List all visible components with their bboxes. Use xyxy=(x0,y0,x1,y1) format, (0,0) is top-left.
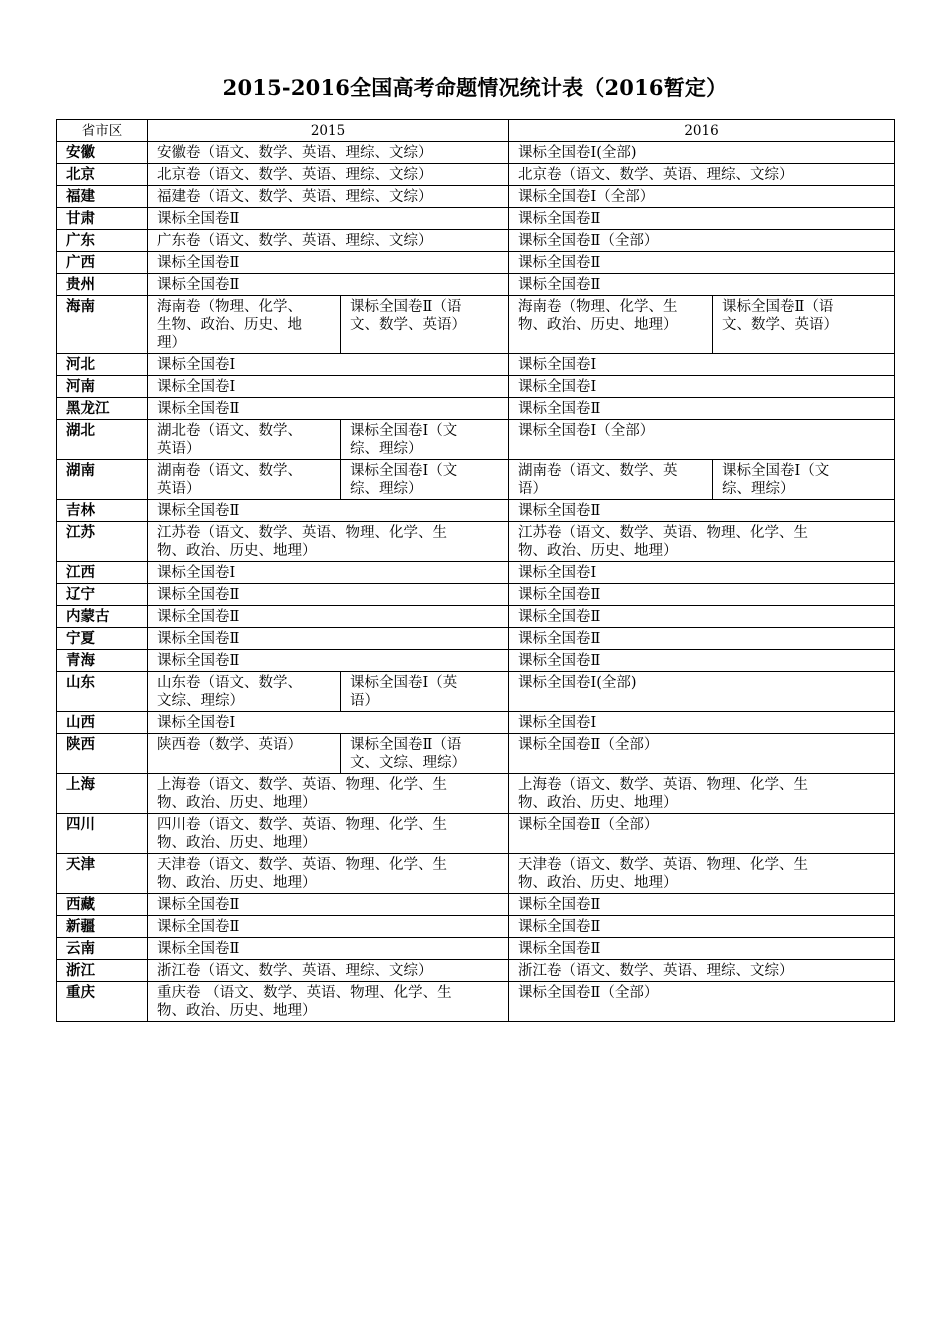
exam-cell-2015: 课标全国卷Ⅱ xyxy=(148,500,509,522)
exam-cell-2016: 北京卷（语文、数学、英语、理综、文综） xyxy=(509,164,895,186)
exam-cell-2016: 课标全国卷Ⅱ xyxy=(509,650,895,672)
table-row xyxy=(57,420,895,460)
table-row xyxy=(57,460,895,500)
province-cell: 河南 xyxy=(57,376,148,398)
exam-cell-2016: 课标全国卷Ⅰ(全部) xyxy=(509,672,895,712)
table-body xyxy=(57,142,895,1022)
exam-cell-2016: 课标全国卷Ⅰ(全部) xyxy=(509,142,895,164)
exam-cell-2016: 课标全国卷Ⅱ xyxy=(509,584,895,606)
exam-cell-2015: 湖北卷（语文、数学、 英语） xyxy=(148,420,341,460)
exam-cell-2016: 课标全国卷Ⅱ（全部） xyxy=(509,982,895,1022)
table-row xyxy=(57,142,895,164)
exam-cell-2016: 课标全国卷Ⅰ（全部） xyxy=(509,186,895,208)
province-cell: 吉林 xyxy=(57,500,148,522)
exam-cell-2015: 上海卷（语文、数学、英语、物理、化学、生 物、政治、历史、地理） xyxy=(148,774,509,814)
province-cell: 新疆 xyxy=(57,916,148,938)
exam-cell-2016: 课标全国卷Ⅱ（全部） xyxy=(509,230,895,252)
exam-cell-2016: 课标全国卷Ⅱ xyxy=(509,628,895,650)
exam-cell-2015: 课标全国卷Ⅱ（语 文、文综、理综） xyxy=(341,734,509,774)
exam-cell-2015: 安徽卷（语文、数学、英语、理综、文综） xyxy=(148,142,509,164)
table-row xyxy=(57,230,895,252)
province-cell: 陕西 xyxy=(57,734,148,774)
exam-cell-2016: 江苏卷（语文、数学、英语、物理、化学、生 物、政治、历史、地理） xyxy=(509,522,895,562)
table-row xyxy=(57,296,895,354)
table-row xyxy=(57,960,895,982)
exam-cell-2016: 课标全国卷Ⅰ xyxy=(509,354,895,376)
table-row xyxy=(57,562,895,584)
province-cell: 广西 xyxy=(57,252,148,274)
province-cell: 海南 xyxy=(57,296,148,354)
table-row xyxy=(57,164,895,186)
exam-cell-2016: 课标全国卷Ⅰ（全部） xyxy=(509,420,895,460)
exam-cell-2015: 四川卷（语文、数学、英语、物理、化学、生 物、政治、历史、地理） xyxy=(148,814,509,854)
province-cell: 贵州 xyxy=(57,274,148,296)
table-row xyxy=(57,252,895,274)
province-cell: 福建 xyxy=(57,186,148,208)
exam-cell-2015: 山东卷（语文、数学、 文综、理综） xyxy=(148,672,341,712)
header-province: 省市区 xyxy=(57,120,148,142)
table-row xyxy=(57,208,895,230)
province-cell: 甘肃 xyxy=(57,208,148,230)
exam-cell-2015: 课标全国卷Ⅱ（语 文、数学、英语） xyxy=(341,296,509,354)
table-row xyxy=(57,894,895,916)
exam-cell-2015: 北京卷（语文、数学、英语、理综、文综） xyxy=(148,164,509,186)
exam-cell-2015: 课标全国卷Ⅱ xyxy=(148,398,509,420)
province-cell: 云南 xyxy=(57,938,148,960)
table-header-row xyxy=(57,120,895,142)
exam-cell-2015: 湖南卷（语文、数学、 英语） xyxy=(148,460,341,500)
exam-cell-2015: 课标全国卷Ⅱ xyxy=(148,916,509,938)
exam-cell-2015: 重庆卷 （语文、数学、英语、物理、化学、生 物、政治、历史、地理） xyxy=(148,982,509,1022)
province-cell: 浙江 xyxy=(57,960,148,982)
province-cell: 山西 xyxy=(57,712,148,734)
exam-stat-table xyxy=(56,119,895,1022)
table-row xyxy=(57,584,895,606)
exam-cell-2015: 课标全国卷Ⅱ xyxy=(148,938,509,960)
exam-cell-2016: 课标全国卷Ⅱ xyxy=(509,252,895,274)
table-row xyxy=(57,274,895,296)
province-cell: 西藏 xyxy=(57,894,148,916)
exam-cell-2016: 课标全国卷Ⅱ xyxy=(509,398,895,420)
table-row xyxy=(57,712,895,734)
exam-cell-2015: 课标全国卷Ⅱ xyxy=(148,628,509,650)
province-cell: 江西 xyxy=(57,562,148,584)
exam-cell-2016: 湖南卷（语文、数学、英 语） xyxy=(509,460,713,500)
table-row xyxy=(57,398,895,420)
exam-cell-2015: 福建卷（语文、数学、英语、理综、文综） xyxy=(148,186,509,208)
table-row xyxy=(57,606,895,628)
exam-cell-2016: 海南卷（物理、化学、生 物、政治、历史、地理） xyxy=(509,296,713,354)
province-cell: 天津 xyxy=(57,854,148,894)
header-2015: 2015 xyxy=(148,120,509,142)
exam-cell-2015: 课标全国卷Ⅱ xyxy=(148,606,509,628)
province-cell: 广东 xyxy=(57,230,148,252)
exam-cell-2015: 课标全国卷Ⅰ xyxy=(148,354,509,376)
province-cell: 青海 xyxy=(57,650,148,672)
province-cell: 四川 xyxy=(57,814,148,854)
exam-cell-2016: 课标全国卷Ⅰ xyxy=(509,562,895,584)
province-cell: 河北 xyxy=(57,354,148,376)
table-row xyxy=(57,500,895,522)
exam-cell-2016: 天津卷（语文、数学、英语、物理、化学、生 物、政治、历史、地理） xyxy=(509,854,895,894)
table-row xyxy=(57,186,895,208)
table-row xyxy=(57,734,895,774)
exam-cell-2016: 课标全国卷Ⅰ（文 综、理综） xyxy=(713,460,895,500)
exam-cell-2016: 课标全国卷Ⅱ xyxy=(509,274,895,296)
exam-cell-2016: 浙江卷（语文、数学、英语、理综、文综） xyxy=(509,960,895,982)
province-cell: 黑龙江 xyxy=(57,398,148,420)
exam-cell-2015: 海南卷（物理、化学、 生物、政治、历史、地 理） xyxy=(148,296,341,354)
province-cell: 上海 xyxy=(57,774,148,814)
table-row xyxy=(57,916,895,938)
exam-cell-2015: 陕西卷（数学、英语） xyxy=(148,734,341,774)
table-row xyxy=(57,628,895,650)
exam-cell-2016: 上海卷（语文、数学、英语、物理、化学、生 物、政治、历史、地理） xyxy=(509,774,895,814)
exam-cell-2016: 课标全国卷Ⅱ（语 文、数学、英语） xyxy=(713,296,895,354)
exam-cell-2016: 课标全国卷Ⅱ（全部） xyxy=(509,814,895,854)
province-cell: 重庆 xyxy=(57,982,148,1022)
table-row xyxy=(57,982,895,1022)
page-title: 2015-2016全国高考命题情况统计表（2016暂定） xyxy=(222,75,728,100)
exam-cell-2015: 广东卷（语文、数学、英语、理综、文综） xyxy=(148,230,509,252)
province-cell: 宁夏 xyxy=(57,628,148,650)
exam-cell-2015: 课标全国卷Ⅱ xyxy=(148,252,509,274)
province-cell: 湖北 xyxy=(57,420,148,460)
header-2016: 2016 xyxy=(509,120,895,142)
exam-cell-2016: 课标全国卷Ⅱ xyxy=(509,500,895,522)
exam-cell-2016: 课标全国卷Ⅱ xyxy=(509,606,895,628)
table-row xyxy=(57,938,895,960)
exam-cell-2015: 课标全国卷Ⅰ（英 语） xyxy=(341,672,509,712)
exam-cell-2016: 课标全国卷Ⅱ（全部） xyxy=(509,734,895,774)
exam-cell-2015: 课标全国卷Ⅰ xyxy=(148,562,509,584)
table-row xyxy=(57,774,895,814)
exam-cell-2016: 课标全国卷Ⅰ xyxy=(509,712,895,734)
table-row xyxy=(57,672,895,712)
exam-cell-2016: 课标全国卷Ⅱ xyxy=(509,916,895,938)
exam-cell-2015: 课标全国卷Ⅱ xyxy=(148,894,509,916)
exam-cell-2015: 课标全国卷Ⅱ xyxy=(148,208,509,230)
province-cell: 山东 xyxy=(57,672,148,712)
exam-cell-2015: 课标全国卷Ⅰ xyxy=(148,376,509,398)
exam-cell-2015: 浙江卷（语文、数学、英语、理综、文综） xyxy=(148,960,509,982)
exam-cell-2015: 课标全国卷Ⅱ xyxy=(148,274,509,296)
province-cell: 江苏 xyxy=(57,522,148,562)
table-row xyxy=(57,522,895,562)
exam-cell-2015: 课标全国卷Ⅱ xyxy=(148,584,509,606)
exam-cell-2016: 课标全国卷Ⅱ xyxy=(509,894,895,916)
table-row xyxy=(57,650,895,672)
province-cell: 内蒙古 xyxy=(57,606,148,628)
exam-cell-2015: 课标全国卷Ⅰ（文 综、理综） xyxy=(341,420,509,460)
province-cell: 湖南 xyxy=(57,460,148,500)
exam-cell-2015: 课标全国卷Ⅱ xyxy=(148,650,509,672)
exam-cell-2015: 江苏卷（语文、数学、英语、物理、化学、生 物、政治、历史、地理） xyxy=(148,522,509,562)
table-row xyxy=(57,376,895,398)
exam-cell-2015: 课标全国卷Ⅰ（文 综、理综） xyxy=(341,460,509,500)
table-row xyxy=(57,854,895,894)
exam-cell-2015: 天津卷（语文、数学、英语、物理、化学、生 物、政治、历史、地理） xyxy=(148,854,509,894)
exam-cell-2015: 课标全国卷Ⅰ xyxy=(148,712,509,734)
province-cell: 辽宁 xyxy=(57,584,148,606)
province-cell: 北京 xyxy=(57,164,148,186)
province-cell: 安徽 xyxy=(57,142,148,164)
table-row xyxy=(57,354,895,376)
table-row xyxy=(57,814,895,854)
exam-cell-2016: 课标全国卷Ⅱ xyxy=(509,938,895,960)
exam-cell-2016: 课标全国卷Ⅱ xyxy=(509,208,895,230)
exam-cell-2016: 课标全国卷Ⅰ xyxy=(509,376,895,398)
